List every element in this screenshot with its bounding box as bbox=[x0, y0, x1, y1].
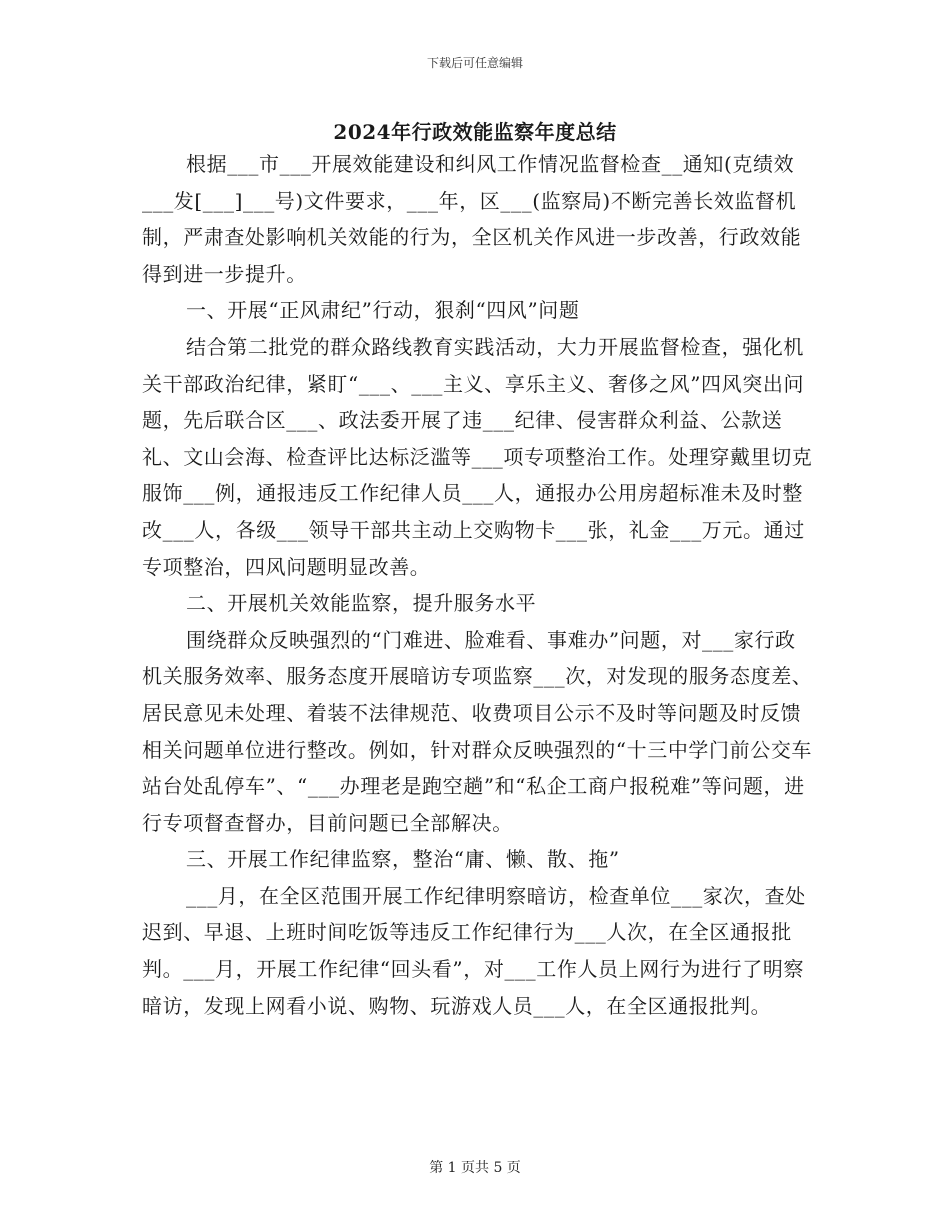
section-heading-3: 三、开展工作纪律监察，整治“庸、懒、散、拖” bbox=[186, 847, 620, 872]
paragraph-section-2: 围绕群众反映强烈的“门难进、脸难看、事难办”问题，对___家行政机关服务效率、服务态度开展暗访专项监察___次，对发现的服务态度差、居民意见未处理、着装不法律规范、收费项目公示不及时等问题及时反馈相关问题单位进行整改。例如，针对群众反映强烈的“十三中学门前公交车站台处乱停车”、“___办理老是跑空趟”和“私企工商户报税难”等问题，进行专项督查督办，目前问题已全部解决。 bbox=[142, 627, 813, 835]
section-heading-2: 二、开展机关效能监察，提升服务水平 bbox=[186, 591, 537, 616]
document-body bbox=[142, 146, 814, 1024]
page-number: 第 1 页共 5 页 bbox=[429, 1160, 521, 1176]
paragraph-intro: 根据___市___开展效能建设和纠风工作情况监督检查__通知(克绩效___发[___]___号)文件要求，___年，区___(监察局)不断完善长效监督机制，严肃查处影响机关效能的行为，全区机关作风进一步改善，行政效能得到进一步提升。 bbox=[142, 152, 802, 286]
header-note: 下载后可任意编辑 bbox=[426, 56, 523, 70]
paragraph-section-3: ___月，在全区范围开展工作纪律明察暗访，检查单位___家次，查处迟到、早退、上班时间吃饭等违反工作纪律行为___人次，在全区通报批判。___月，开展工作纪律“回头看”，对___工作人员上网行为进行了明察暗访，发现上网看小说、购物、玩游戏人员___人，在全区通报批判。 bbox=[142, 883, 806, 1018]
paragraph-section-1: 结合第二批党的群众路线教育实践活动，大力开展监督检查，强化机关干部政治纪律，紧盯“___、___主义、享乐主义、奢侈之风”四风突出问题，先后联合区___、政法委开展了违___纪律、侵害群众利益、公款送礼、文山会海、检查评比达标泛滥等___项专项整治工作。处理穿戴里切克服饰___例，通报违反工作纪律人员___人，通报办公用房超标准未及时整改___人，各级___领导干部共主动上交购物卡___张，礼金___万元。通过专项整治，四风问题明显改善。 bbox=[142, 334, 813, 579]
document-title: 2024年行政效能监察年度总结 bbox=[333, 120, 617, 144]
section-heading-1: 一、开展“正风肃纪”行动，狠刹“四风”问题 bbox=[186, 298, 580, 323]
